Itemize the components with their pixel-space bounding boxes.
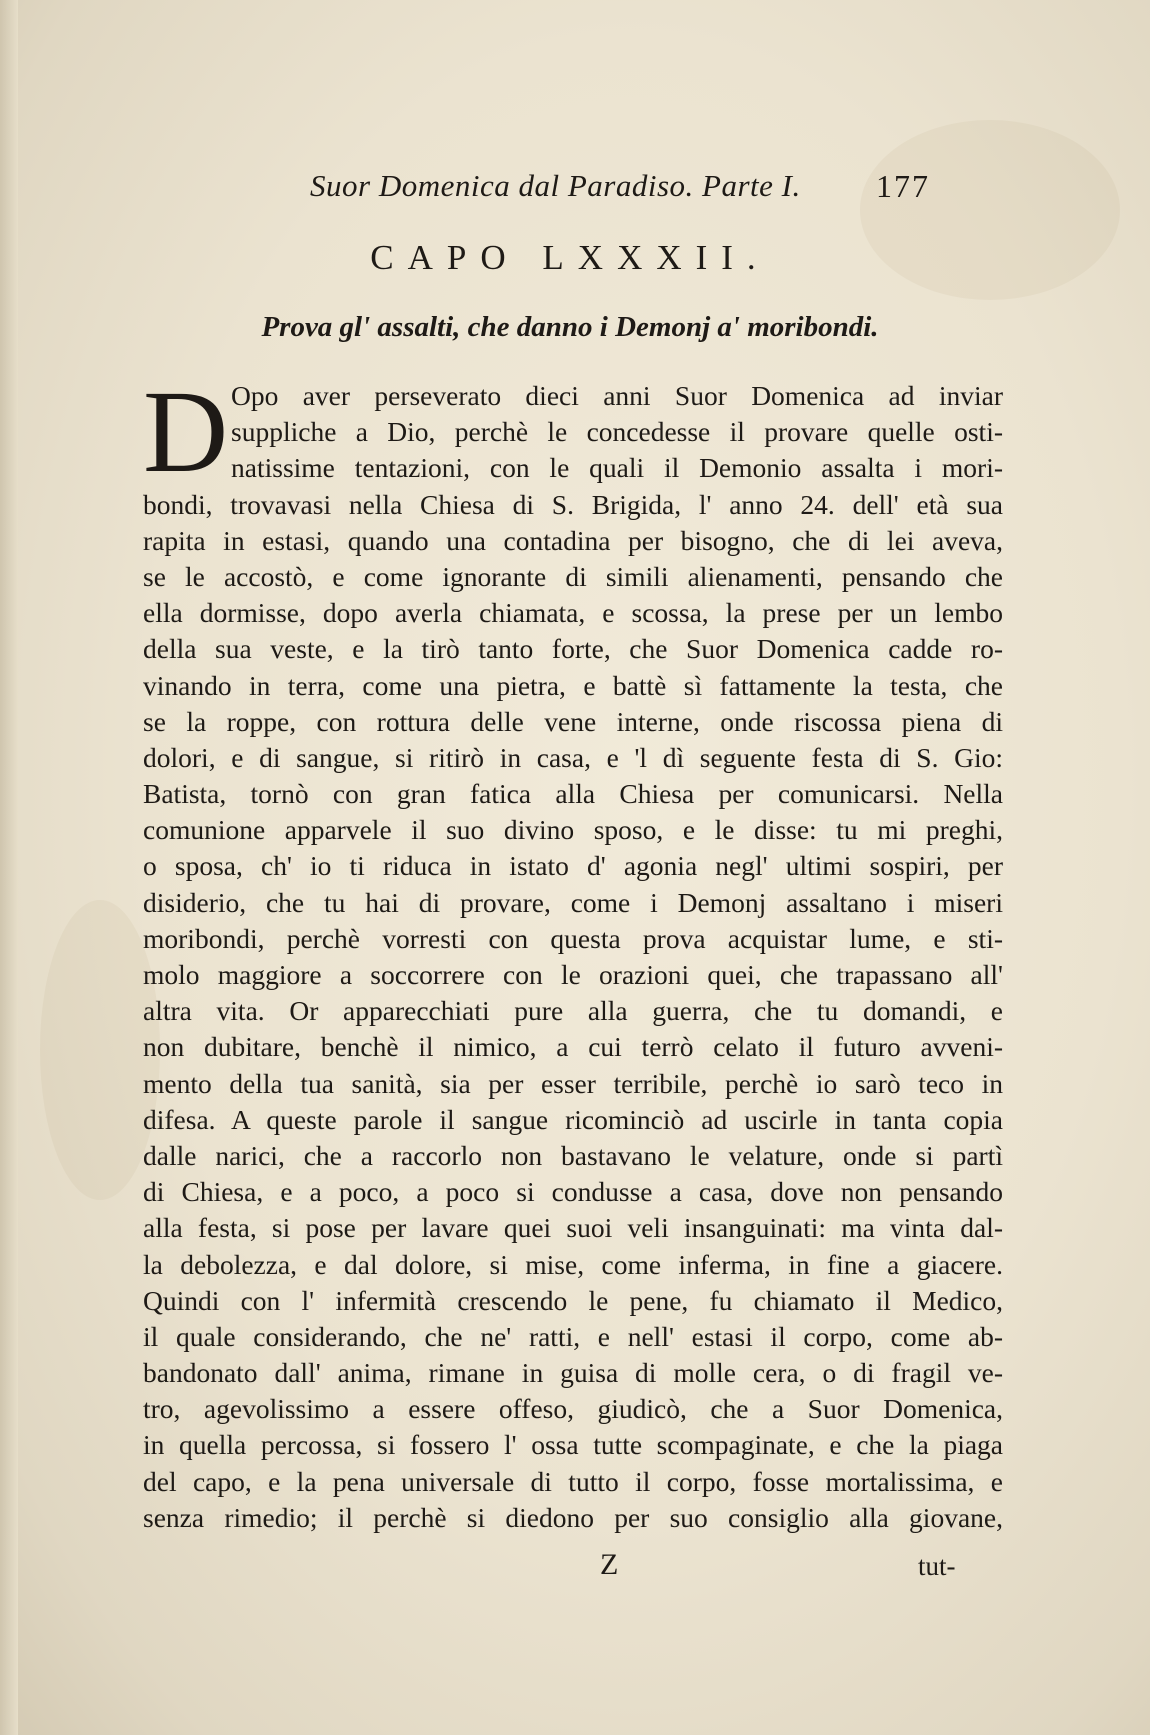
text-line: in quella percossa, si fossero l' ossa tutte scompaginate, e che la piaga bbox=[143, 1429, 1003, 1461]
text-line: altra vita. Or apparecchiati pure alla guerra, che tu domandi, e bbox=[143, 995, 1003, 1027]
text-line: non dubitare, benchè il nimico, a cui terrò celato il futuro avveni- bbox=[143, 1031, 1003, 1063]
running-head bbox=[300, 168, 940, 208]
page-edge bbox=[0, 0, 18, 1735]
drop-cap: D bbox=[143, 366, 229, 497]
paper-stain bbox=[40, 900, 160, 1200]
text-line: Quindi con l' infermità crescendo le pene, fu chiamato il Medico, bbox=[143, 1284, 1003, 1316]
text-line: il quale considerando, che ne' ratti, e nell' estasi il corpo, come ab- bbox=[143, 1320, 1003, 1352]
text-line: della sua veste, e la tirò tanto forte, che Suor Domenica cadde ro- bbox=[143, 633, 1003, 665]
page-number: 177 bbox=[876, 168, 930, 204]
text-line: ella dormisse, dopo averla chiamata, e scossa, la prese per un lembo bbox=[143, 597, 1003, 629]
text-line: Opo aver perseverato dieci anni Suor Domenica ad inviar bbox=[231, 380, 1003, 411]
text-line: la debolezza, e dal dolore, si mise, come inferma, in fine a giacere. bbox=[143, 1248, 1003, 1280]
text-line: bondi, trovavasi nella Chiesa di S. Brigida, l' anno 24. dell' età sua bbox=[143, 488, 1003, 520]
text-line: mento della tua sanità, sia per esser terribile, perchè io sarò teco in bbox=[143, 1067, 1003, 1099]
signature-mark: Z bbox=[600, 1548, 619, 1581]
text-line: suppliche a Dio, perchè le concedesse il provare quelle osti- bbox=[231, 416, 1003, 448]
text-line: alla festa, si pose per lavare quei suoi veli insanguinati: ma vinta dal- bbox=[143, 1212, 1003, 1244]
chapter-subtitle: Prova gl' assalti, che danno i Demonj a' moribondi. bbox=[261, 311, 879, 343]
text-line: Batista, tornò con gran fatica alla Chiesa per comunicarsi. Nella bbox=[143, 778, 1003, 810]
text-line: difesa. A queste parole il sangue ricominciò ad uscirle in tanta copia bbox=[143, 1103, 1003, 1135]
text-line: rapita in estasi, quando una contadina per bisogno, che di lei aveva, bbox=[143, 524, 1003, 556]
text-line: di Chiesa, e a poco, a poco si condusse a casa, dove non pensando bbox=[143, 1176, 1003, 1208]
text-line: tro, agevolissimo a essere offeso, giudicò, che a Suor Domenica, bbox=[143, 1393, 1003, 1425]
text-line: dalle narici, che a raccorlo non bastavano le velature, onde si partì bbox=[143, 1139, 1003, 1171]
catchword: tut- bbox=[918, 1551, 956, 1581]
text-line: molo maggiore a soccorrere con le orazioni quei, che trapassano all' bbox=[143, 959, 1003, 990]
running-title: Suor Domenica dal Paradiso. Parte I. bbox=[310, 168, 801, 203]
body-text bbox=[143, 366, 1003, 1536]
text-line: dolori, e di sangue, si ritirò in casa, e 'l dì seguente festa di S. Gio: bbox=[143, 741, 1003, 773]
text-line: disiderio, che tu hai di provare, come i Demonj assaltano i miseri bbox=[143, 886, 1003, 918]
text-line: comunione apparvele il suo divino sposo, e le disse: tu mi preghi, bbox=[143, 814, 1003, 846]
text-line: del capo, e la pena universale di tutto il corpo, fosse mortalissima, e bbox=[143, 1465, 1003, 1497]
text-line: vinando in terra, come una pietra, e battè sì fattamente la testa, che bbox=[143, 669, 1003, 701]
text-line: bandonato dall' anima, rimane in guisa di molle cera, o di fragil ve- bbox=[143, 1357, 1003, 1389]
text-line: natissime tentazioni, con le quali il Demonio assalta i mori- bbox=[231, 452, 1003, 484]
text-line: senza rimedio; il perchè si diedono per suo consiglio alla giovane, bbox=[143, 1501, 1003, 1533]
text-line: se le accostò, e come ignorante di simili alienamenti, pensando che bbox=[143, 560, 1003, 592]
chapter-heading: CAPO LXXXII. bbox=[370, 238, 770, 277]
text-line: moribondi, perchè vorresti con questa prova acquistar lume, e sti- bbox=[143, 922, 1003, 954]
text-line: o sposa, ch' io ti riduca in istato d' agonia negl' ultimi sospiri, per bbox=[143, 850, 1003, 882]
text-line: se la roppe, con rottura delle vene interne, onde riscossa piena di bbox=[143, 705, 1003, 737]
